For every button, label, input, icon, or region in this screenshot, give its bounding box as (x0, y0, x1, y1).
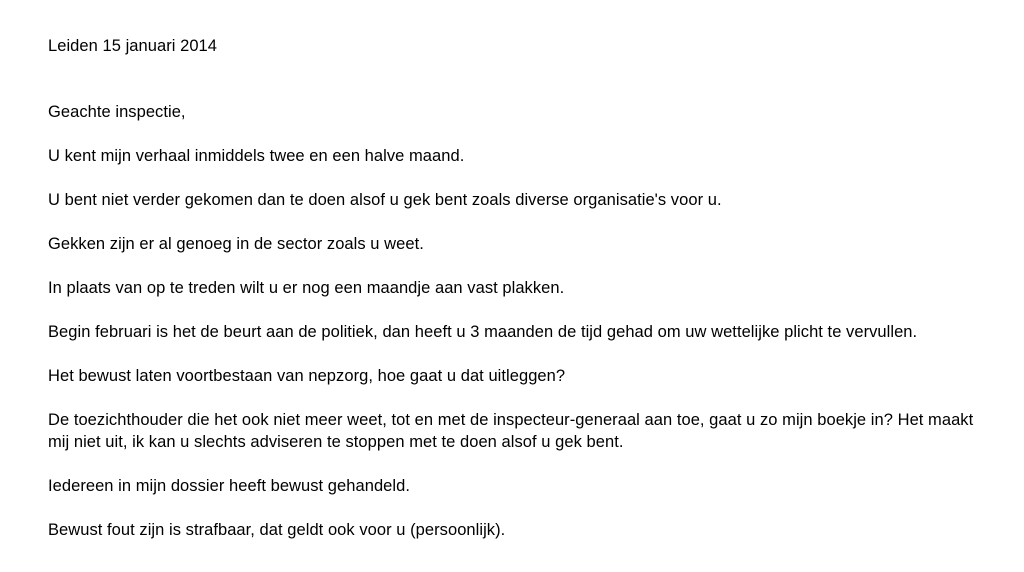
letter-paragraph: Iedereen in mijn dossier heeft bewust gehandeld. (48, 477, 410, 495)
letter-salutation: Geachte inspectie, (48, 103, 186, 121)
letter-paragraph: Bewust fout zijn is strafbaar, dat geldt ook voor u (persoonlijk). (48, 521, 506, 539)
letter-paragraph: U bent niet verder gekomen dan te doen alsof u gek bent zoals diverse organisatie's voor u. (48, 191, 722, 209)
letter-paragraph: U kent mijn verhaal inmiddels twee en een halve maand. (48, 147, 465, 165)
letter-paragraph: Gekken zijn er al genoeg in de sector zoals u weet. (48, 235, 424, 253)
letter-paragraph: In plaats van op te treden wilt u er nog een maandje aan vast plakken. (48, 279, 565, 297)
letter-paragraph: Het bewust laten voortbestaan van nepzorg, hoe gaat u dat uitleggen? (48, 367, 566, 385)
letter-date: Leiden 15 januari 2014 (48, 37, 217, 55)
letter-body (48, 35, 983, 563)
letter-paragraph: De toezichthouder die het ook niet meer weet, tot en met de inspecteur-generaal aan toe, gaat u zo mijn boekje in? Het maakt mij niet uit, ik kan u slechts adviseren te stoppen met te doen alsof u gek bent. (48, 411, 974, 451)
letter-paragraph: Begin februari is het de beurt aan de politiek, dan heeft u 3 maanden de tijd gehad om uw wettelijke plicht te vervullen. (48, 323, 918, 341)
